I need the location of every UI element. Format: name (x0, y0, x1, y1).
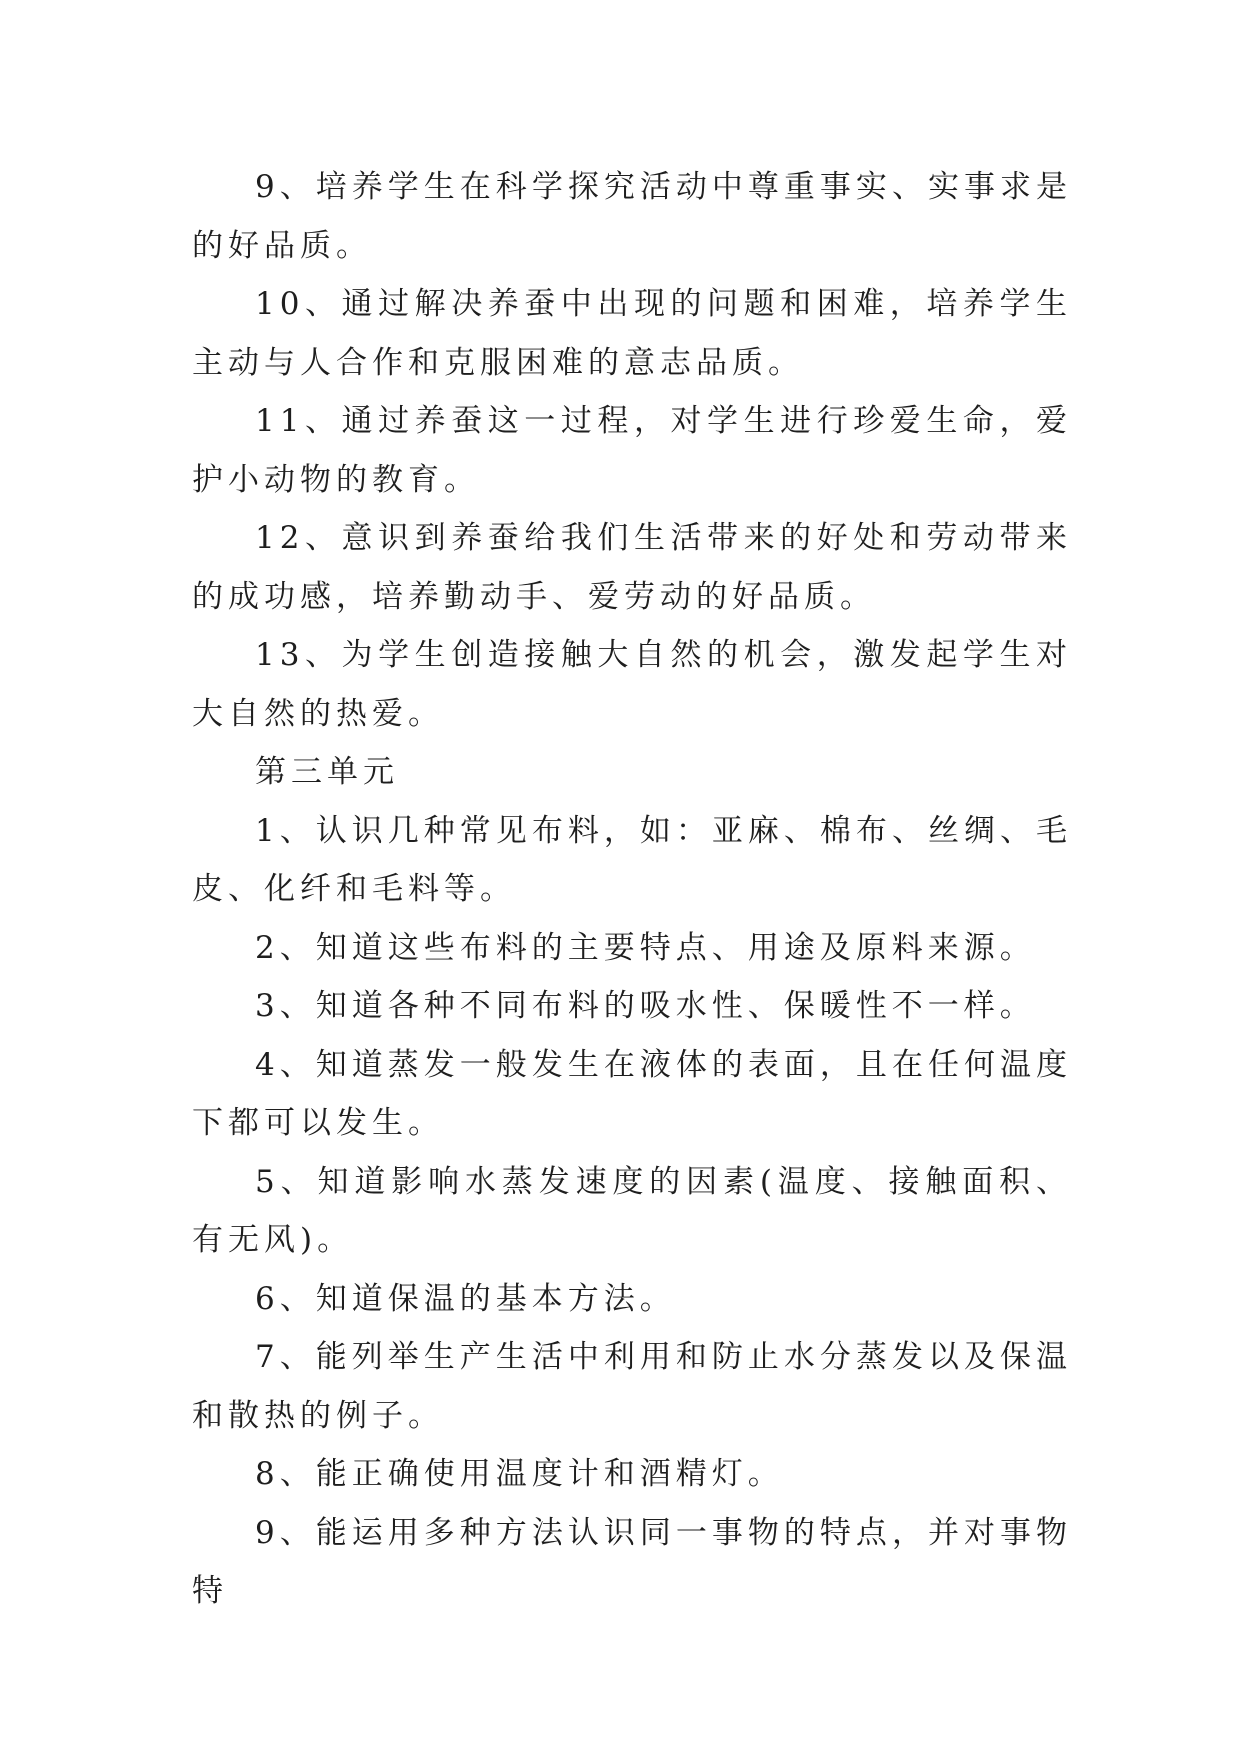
document-body (192, 158, 1072, 1621)
paragraph-unit3-item-4: 4、知道蒸发一般发生在液体的表面，且在任何温度下都可以发生。 (192, 1046, 1072, 1141)
paragraph-goal-9: 9、培养学生在科学探究活动中尊重事实、实事求是的好品质。 (192, 169, 1072, 264)
paragraph-unit3-item-2: 2、知道这些布料的主要特点、用途及原料来源。 (255, 929, 1036, 966)
paragraph-unit3-item-3: 3、知道各种不同布料的吸水性、保暖性不一样。 (255, 988, 1036, 1024)
paragraph-unit3-item-7: 7、能列举生产生活中利用和防止水分蒸发以及保温和散热的例子。 (192, 1339, 1072, 1434)
paragraph-unit3-item-6: 6、知道保温的基本方法。 (255, 1280, 676, 1317)
paragraph-goal-12: 12、意识到养蚕给我们生活带来的好处和劳动带来的成功感，培养勤动手、爱劳动的好品质。 (192, 520, 1072, 615)
paragraph-unit3-item-1: 1、认识几种常见布料，如：亚麻、棉布、丝绸、毛皮、化纤和毛料等。 (192, 812, 1072, 907)
paragraph-unit3-item-9: 9、能运用多种方法认识同一事物的特点，并对事物特 (192, 1514, 1072, 1609)
paragraph-goal-10: 10、通过解决养蚕中出现的问题和困难，培养学生主动与人合作和克服困难的意志品质。 (192, 286, 1072, 381)
paragraph-unit3-item-5: 5、知道影响水蒸发速度的因素(温度、接触面积、有无风)。 (192, 1163, 1072, 1258)
paragraph-goal-11: 11、通过养蚕这一过程，对学生进行珍爱生命，爱护小动物的教育。 (192, 403, 1072, 498)
paragraph-unit3-item-8: 8、能正确使用温度计和酒精灯。 (255, 1456, 784, 1492)
paragraph-goal-13: 13、为学生创造接触大自然的机会，激发起学生对大自然的热爱。 (192, 637, 1072, 732)
section-heading-unit-3: 第三单元 (255, 754, 399, 790)
